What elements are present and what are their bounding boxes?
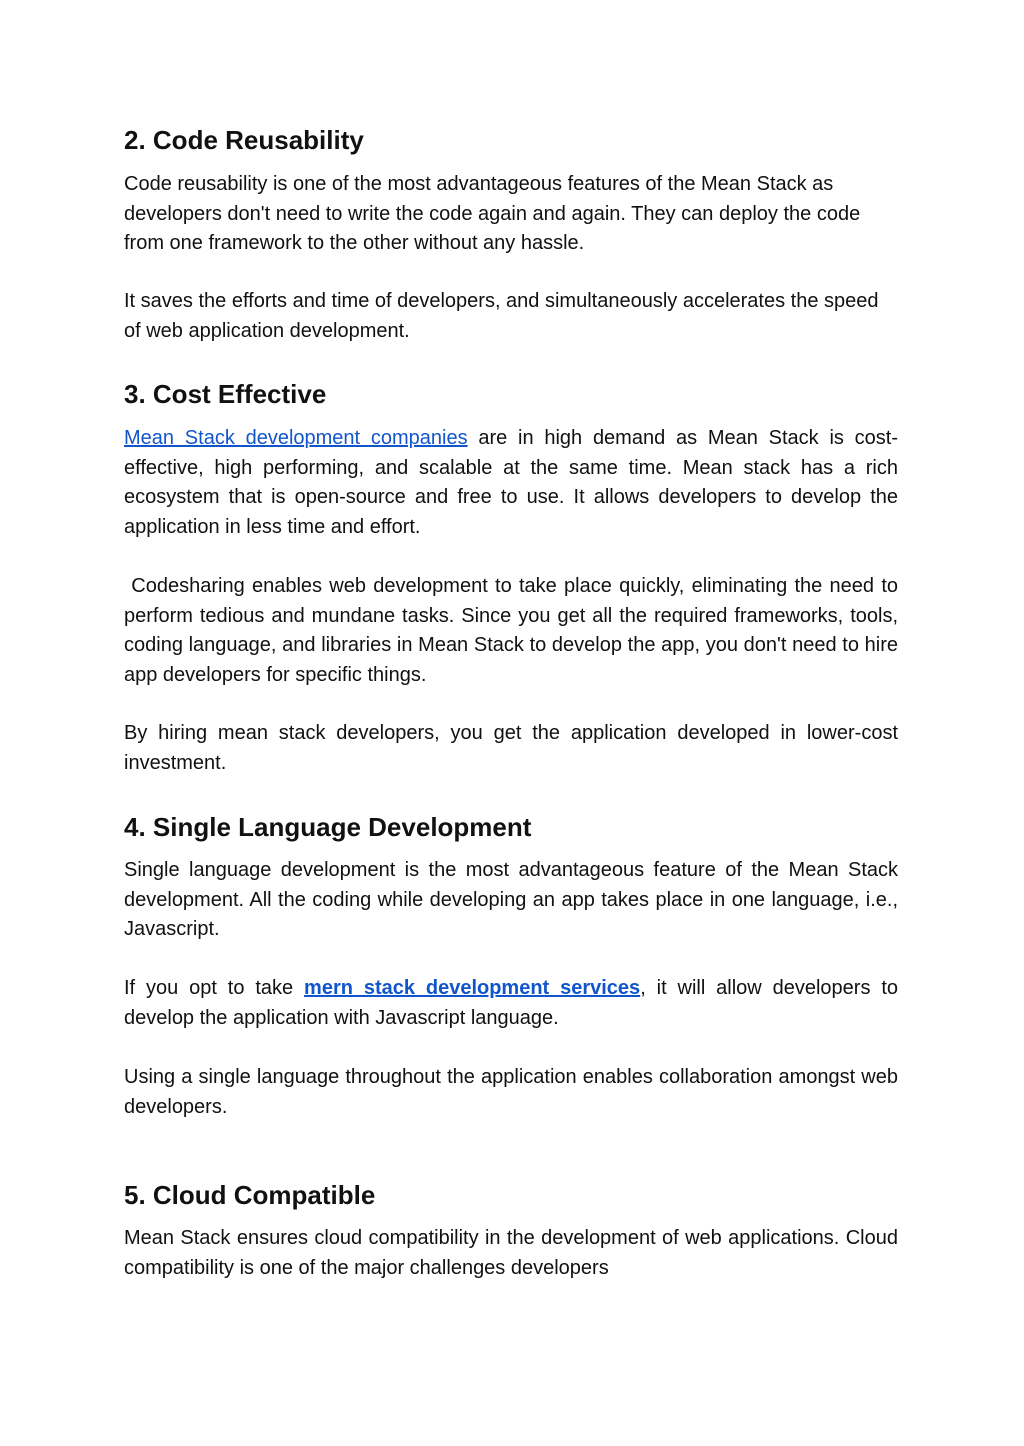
mern-stack-services-link[interactable]: mern stack development services [304,977,641,999]
paragraph-code-reusability-1: Code reusability is one of the most advantageous features of the Mean Stack as developers don't need to write the code again and again. They can deploy the code from one framework to the other without any hassle. [124,173,861,254]
paragraph-cost-effective-1-text: are in high demand as Mean Stack is cost-effective, high performing, and scalable at the same time. Mean stack has a rich ecosystem that is open-source and free to use. It allows developers to develop the application in less time and effort. [124,427,898,538]
paragraph-cloud-compatible-1: Mean Stack ensures cloud compatibility in the development of web applications. Cloud compatibility is one of the major challenges developers [124,1227,898,1279]
section-heading-single-language: 4. Single Language Development [124,812,532,842]
paragraph-cost-effective-2: Codesharing enables web development to take place quickly, eliminating the need to perform tedious and mundane tasks. Since you get all the required frameworks, tools, coding language, and libraries in Mean Stack to develop the app, you don't need to hire app developers for specific things. [124,575,904,686]
section-heading-cloud-compatible: 5. Cloud Compatible [124,1180,376,1210]
section-heading-cost-effective: 3. Cost Effective [124,379,327,409]
paragraph-code-reusability-2: It saves the efforts and time of developers, and simultaneously accelerates the speed of web application development. [124,290,879,342]
paragraph-cost-effective-1 [124,424,898,542]
mean-stack-companies-link[interactable]: Mean Stack development companies [124,427,468,449]
paragraph-single-language-1: Single language development is the most advantageous feature of the Mean Stack development. All the coding while developing an app takes place in one language, i.e., Javascript. [124,859,898,940]
paragraph-single-language-2 [124,974,898,1033]
paragraph-single-language-3: Using a single language throughout the application enables collaboration amongst web developers. [124,1066,898,1118]
paragraph-cost-effective-3: By hiring mean stack developers, you get the application developed in lower-cost investment. [124,722,898,774]
paragraph-single-language-2-prefix: If you opt to take [124,977,305,999]
paragraph-single-language-2-suffix: , it will allow developers to develop the application with Javascript language. [124,977,899,1029]
section-heading-code-reusability: 2. Code Reusability [124,125,364,155]
